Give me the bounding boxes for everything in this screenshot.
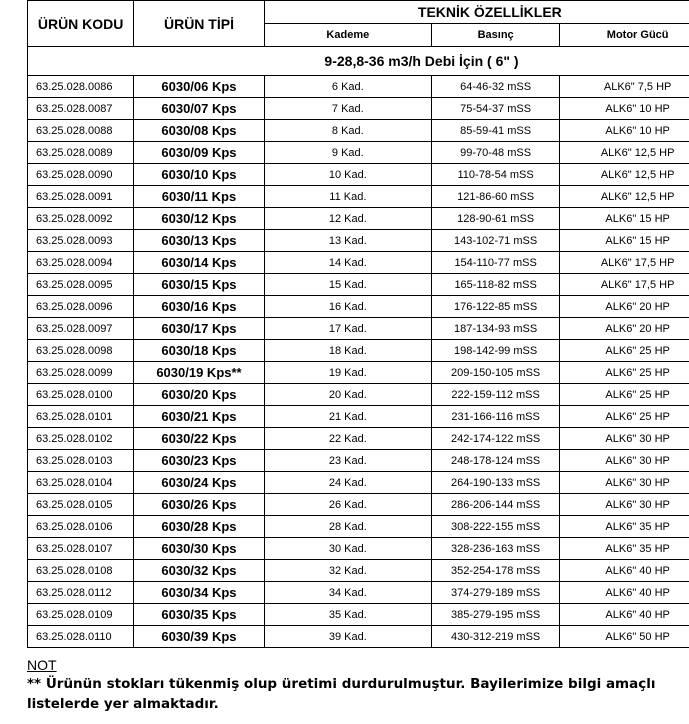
cell-urun-tipi: 6030/11 Kps — [134, 186, 264, 208]
cell-urun-kodu: 63.25.028.0104 — [28, 472, 134, 494]
cell-kademe: 30 Kad. — [264, 538, 431, 560]
cell-kademe: 7 Kad. — [264, 98, 431, 120]
cell-motor-gucu: ALK6" 30 HP — [560, 428, 689, 450]
cell-motor-gucu: ALK6" 7,5 HP — [560, 76, 689, 98]
cell-kademe: 16 Kad. — [264, 296, 431, 318]
table-row — [28, 626, 689, 648]
note-title: NOT — [27, 657, 57, 673]
cell-urun-tipi: 6030/09 Kps — [134, 142, 264, 164]
cell-urun-kodu: 63.25.028.0102 — [28, 428, 134, 450]
cell-urun-kodu: 63.25.028.0090 — [28, 164, 134, 186]
header-teknik-ozellikler: TEKNİK ÖZELLİKLER — [264, 1, 689, 24]
cell-motor-gucu: ALK6" 10 HP — [560, 98, 689, 120]
cell-urun-kodu: 63.25.028.0110 — [28, 626, 134, 648]
cell-urun-kodu: 63.25.028.0095 — [28, 274, 134, 296]
cell-kademe: 10 Kad. — [264, 164, 431, 186]
cell-kademe: 13 Kad. — [264, 230, 431, 252]
cell-basinc: 110-78-54 mSS — [431, 164, 559, 186]
table-row — [28, 252, 689, 274]
cell-kademe: 8 Kad. — [264, 120, 431, 142]
cell-urun-kodu: 63.25.028.0094 — [28, 252, 134, 274]
cell-urun-tipi: 6030/08 Kps — [134, 120, 264, 142]
cell-basinc: 165-118-82 mSS — [431, 274, 559, 296]
table-row — [28, 230, 689, 252]
cell-urun-kodu: 63.25.028.0096 — [28, 296, 134, 318]
cell-motor-gucu: ALK6" 30 HP — [560, 450, 689, 472]
table-row — [28, 186, 689, 208]
cell-basinc: 231-166-116 mSS — [431, 406, 559, 428]
cell-urun-tipi: 6030/34 Kps — [134, 582, 264, 604]
cell-kademe: 17 Kad. — [264, 318, 431, 340]
cell-urun-tipi: 6030/14 Kps — [134, 252, 264, 274]
cell-kademe: 24 Kad. — [264, 472, 431, 494]
table-row — [28, 164, 689, 186]
cell-motor-gucu: ALK6" 30 HP — [560, 472, 689, 494]
cell-motor-gucu: ALK6" 40 HP — [560, 582, 689, 604]
cell-kademe: 28 Kad. — [264, 516, 431, 538]
table-row — [28, 274, 689, 296]
cell-urun-kodu: 63.25.028.0107 — [28, 538, 134, 560]
cell-basinc: 187-134-93 mSS — [431, 318, 559, 340]
table-row — [28, 340, 689, 362]
table-row — [28, 120, 689, 142]
cell-kademe: 39 Kad. — [264, 626, 431, 648]
cell-urun-kodu: 63.25.028.0103 — [28, 450, 134, 472]
cell-urun-tipi: 6030/06 Kps — [134, 76, 264, 98]
cell-urun-tipi: 6030/19 Kps** — [134, 362, 264, 384]
cell-kademe: 34 Kad. — [264, 582, 431, 604]
product-table — [27, 0, 689, 648]
cell-basinc: 385-279-195 mSS — [431, 604, 559, 626]
cell-basinc: 128-90-61 mSS — [431, 208, 559, 230]
header-kademe: Kademe — [264, 24, 431, 47]
cell-urun-kodu: 63.25.028.0089 — [28, 142, 134, 164]
table-row — [28, 384, 689, 406]
cell-basinc: 143-102-71 mSS — [431, 230, 559, 252]
table-row — [28, 362, 689, 384]
cell-motor-gucu: ALK6" 25 HP — [560, 362, 689, 384]
cell-basinc: 222-159-112 mSS — [431, 384, 559, 406]
cell-urun-kodu: 63.25.028.0088 — [28, 120, 134, 142]
cell-urun-kodu: 63.25.028.0100 — [28, 384, 134, 406]
table-row — [28, 538, 689, 560]
cell-basinc: 75-54-37 mSS — [431, 98, 559, 120]
cell-motor-gucu: ALK6" 15 HP — [560, 208, 689, 230]
cell-kademe: 23 Kad. — [264, 450, 431, 472]
table-row — [28, 318, 689, 340]
cell-kademe: 32 Kad. — [264, 560, 431, 582]
cell-urun-kodu: 63.25.028.0097 — [28, 318, 134, 340]
table-row — [28, 450, 689, 472]
table-row — [28, 472, 689, 494]
cell-urun-tipi: 6030/22 Kps — [134, 428, 264, 450]
cell-kademe: 35 Kad. — [264, 604, 431, 626]
cell-urun-kodu: 63.25.028.0099 — [28, 362, 134, 384]
cell-urun-tipi: 6030/23 Kps — [134, 450, 264, 472]
cell-motor-gucu: ALK6" 12,5 HP — [560, 186, 689, 208]
cell-motor-gucu: ALK6" 17,5 HP — [560, 274, 689, 296]
table-row — [28, 76, 689, 98]
cell-kademe: 21 Kad. — [264, 406, 431, 428]
cell-basinc: 352-254-178 mSS — [431, 560, 559, 582]
table-row — [28, 494, 689, 516]
table-row — [28, 142, 689, 164]
cell-motor-gucu: ALK6" 40 HP — [560, 560, 689, 582]
cell-urun-tipi: 6030/24 Kps — [134, 472, 264, 494]
cell-urun-tipi: 6030/35 Kps — [134, 604, 264, 626]
cell-basinc: 85-59-41 mSS — [431, 120, 559, 142]
cell-urun-tipi: 6030/17 Kps — [134, 318, 264, 340]
cell-basinc: 99-70-48 mSS — [431, 142, 559, 164]
cell-kademe: 11 Kad. — [264, 186, 431, 208]
table-row — [28, 406, 689, 428]
cell-motor-gucu: ALK6" 12,5 HP — [560, 164, 689, 186]
cell-motor-gucu: ALK6" 20 HP — [560, 318, 689, 340]
cell-urun-kodu: 63.25.028.0086 — [28, 76, 134, 98]
cell-basinc: 264-190-133 mSS — [431, 472, 559, 494]
table-row — [28, 208, 689, 230]
cell-urun-tipi: 6030/07 Kps — [134, 98, 264, 120]
cell-motor-gucu: ALK6" 25 HP — [560, 406, 689, 428]
section-title: 9-28,8-36 m3/h Debi İçin ( 6" ) — [28, 47, 689, 76]
cell-motor-gucu: ALK6" 40 HP — [560, 604, 689, 626]
cell-kademe: 18 Kad. — [264, 340, 431, 362]
cell-kademe: 20 Kad. — [264, 384, 431, 406]
table-row — [28, 428, 689, 450]
cell-urun-kodu: 63.25.028.0098 — [28, 340, 134, 362]
cell-urun-tipi: 6030/15 Kps — [134, 274, 264, 296]
cell-basinc: 374-279-189 mSS — [431, 582, 559, 604]
cell-kademe: 6 Kad. — [264, 76, 431, 98]
cell-motor-gucu: ALK6" 30 HP — [560, 494, 689, 516]
cell-basinc: 286-206-144 mSS — [431, 494, 559, 516]
cell-urun-kodu: 63.25.028.0092 — [28, 208, 134, 230]
cell-kademe: 22 Kad. — [264, 428, 431, 450]
cell-kademe: 12 Kad. — [264, 208, 431, 230]
cell-urun-kodu: 63.25.028.0108 — [28, 560, 134, 582]
cell-kademe: 9 Kad. — [264, 142, 431, 164]
cell-urun-kodu: 63.25.028.0101 — [28, 406, 134, 428]
cell-kademe: 26 Kad. — [264, 494, 431, 516]
cell-urun-tipi: 6030/16 Kps — [134, 296, 264, 318]
cell-urun-tipi: 6030/32 Kps — [134, 560, 264, 582]
cell-motor-gucu: ALK6" 12,5 HP — [560, 142, 689, 164]
cell-kademe: 19 Kad. — [264, 362, 431, 384]
cell-basinc: 176-122-85 mSS — [431, 296, 559, 318]
cell-basinc: 308-222-155 mSS — [431, 516, 559, 538]
cell-basinc: 242-174-122 mSS — [431, 428, 559, 450]
cell-basinc: 198-142-99 mSS — [431, 340, 559, 362]
cell-urun-tipi: 6030/20 Kps — [134, 384, 264, 406]
cell-basinc: 248-178-124 mSS — [431, 450, 559, 472]
cell-urun-tipi: 6030/18 Kps — [134, 340, 264, 362]
table-row — [28, 560, 689, 582]
cell-urun-tipi: 6030/10 Kps — [134, 164, 264, 186]
cell-motor-gucu: ALK6" 35 HP — [560, 516, 689, 538]
cell-basinc: 64-46-32 mSS — [431, 76, 559, 98]
cell-basinc: 328-236-163 mSS — [431, 538, 559, 560]
cell-urun-kodu: 63.25.028.0109 — [28, 604, 134, 626]
table-row — [28, 98, 689, 120]
cell-urun-tipi: 6030/28 Kps — [134, 516, 264, 538]
table-row — [28, 582, 689, 604]
cell-urun-kodu: 63.25.028.0087 — [28, 98, 134, 120]
cell-motor-gucu: ALK6" 17,5 HP — [560, 252, 689, 274]
cell-motor-gucu: ALK6" 25 HP — [560, 340, 689, 362]
cell-urun-tipi: 6030/26 Kps — [134, 494, 264, 516]
cell-urun-tipi: 6030/12 Kps — [134, 208, 264, 230]
cell-motor-gucu: ALK6" 20 HP — [560, 296, 689, 318]
cell-kademe: 14 Kad. — [264, 252, 431, 274]
cell-urun-tipi: 6030/39 Kps — [134, 626, 264, 648]
cell-urun-tipi: 6030/30 Kps — [134, 538, 264, 560]
table-row — [28, 604, 689, 626]
cell-basinc: 121-86-60 mSS — [431, 186, 559, 208]
header-urun-kodu: ÜRÜN KODU — [28, 1, 134, 47]
cell-urun-tipi: 6030/13 Kps — [134, 230, 264, 252]
note-text: ** Ürünün stokları tükenmiş olup üretimi durdurulmuştur. Bayilerimize bilgi amaçlı listelerde yer almaktadır. — [27, 676, 656, 712]
cell-urun-tipi: 6030/21 Kps — [134, 406, 264, 428]
cell-motor-gucu: ALK6" 15 HP — [560, 230, 689, 252]
cell-motor-gucu: ALK6" 10 HP — [560, 120, 689, 142]
cell-urun-kodu: 63.25.028.0112 — [28, 582, 134, 604]
table-body — [28, 76, 689, 648]
cell-urun-kodu: 63.25.028.0093 — [28, 230, 134, 252]
cell-basinc: 154-110-77 mSS — [431, 252, 559, 274]
header-motor-gucu: Motor Gücü — [560, 24, 689, 47]
cell-basinc: 209-150-105 mSS — [431, 362, 559, 384]
cell-urun-kodu: 63.25.028.0105 — [28, 494, 134, 516]
cell-kademe: 15 Kad. — [264, 274, 431, 296]
table-row — [28, 296, 689, 318]
cell-motor-gucu: ALK6" 50 HP — [560, 626, 689, 648]
cell-motor-gucu: ALK6" 35 HP — [560, 538, 689, 560]
header-urun-tipi: ÜRÜN TİPİ — [134, 1, 264, 47]
cell-urun-kodu: 63.25.028.0091 — [28, 186, 134, 208]
cell-basinc: 430-312-219 mSS — [431, 626, 559, 648]
cell-urun-kodu: 63.25.028.0106 — [28, 516, 134, 538]
note-block — [27, 656, 687, 714]
cell-motor-gucu: ALK6" 25 HP — [560, 384, 689, 406]
table-row — [28, 516, 689, 538]
header-basinc: Basınç — [431, 24, 559, 47]
